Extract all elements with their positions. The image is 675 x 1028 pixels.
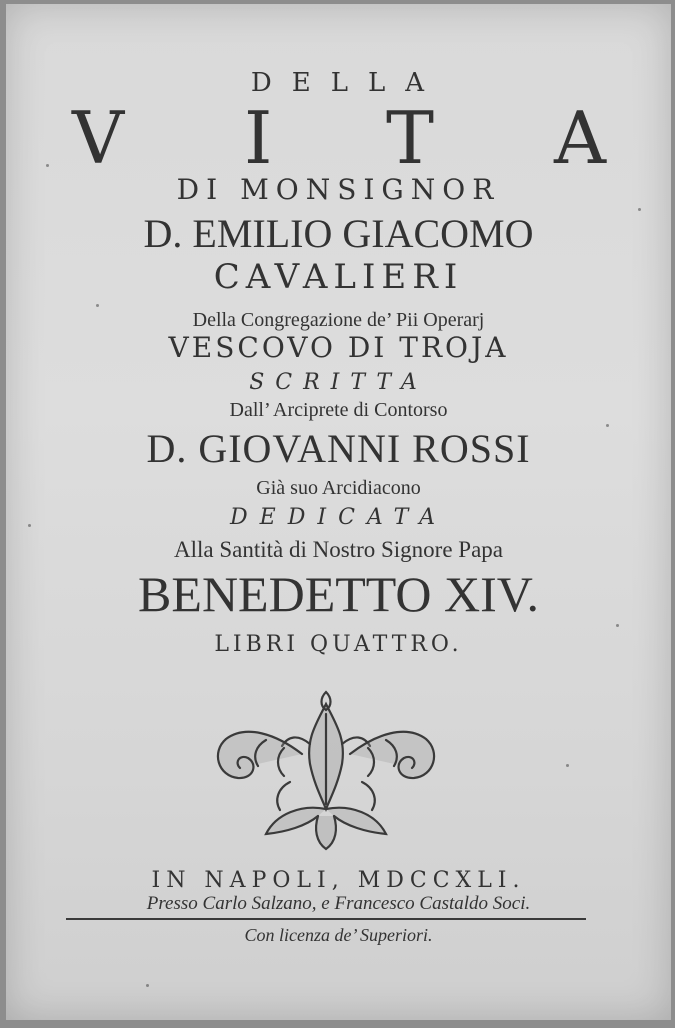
paper-speck [96, 304, 99, 307]
paper-speck [606, 424, 609, 427]
dedication-line: Alla Santità di Nostro Signore Papa [174, 537, 503, 562]
heading-della: DELLA [250, 68, 445, 98]
heading-di-monsignor: DI MONSIGNOR [176, 173, 501, 206]
imprint-printers: Presso Carlo Salzano, e Francesco Castaldo Soci. [146, 893, 531, 914]
bishop-line: VESCOVO DI TROJA [168, 331, 509, 364]
dedicata-line: DEDICATA [230, 505, 447, 530]
subject-surname: CAVALIERI [213, 257, 464, 297]
vita-letter-a: A [554, 96, 606, 180]
books-line: LIBRI QUATTRO. [214, 632, 463, 657]
vita-letter-t: T [386, 96, 435, 180]
imprint-place-date: IN NAPOLI, MDCCXLI. [151, 868, 526, 893]
pope-name: BENEDETTO XIV. [138, 566, 539, 622]
archdeacon-line: Già suo Arcidiacono [256, 477, 421, 499]
imprint-rule [66, 918, 586, 920]
scritta-line: SCRITTA [249, 370, 428, 395]
paper-speck [616, 624, 619, 627]
paper-speck [146, 984, 149, 987]
paper-speck [638, 208, 641, 211]
author-name: D. GIOVANNI ROSSI [146, 426, 531, 471]
vita-letter-v: V [72, 96, 124, 180]
archpriest-line: Dall’ Arciprete di Contorso [229, 399, 448, 421]
paper-speck [566, 764, 569, 767]
title-page [6, 4, 671, 1020]
congregation-line: Della Congregazione de’ Pii Operarj [192, 309, 485, 331]
paper-speck [46, 164, 49, 167]
license-line: Con licenza de’ Superiori. [244, 925, 433, 945]
subject-name: D. EMILIO GIACOMO [143, 211, 534, 256]
floral-ornament-icon [206, 684, 446, 854]
vita-letter-i: I [244, 96, 273, 180]
